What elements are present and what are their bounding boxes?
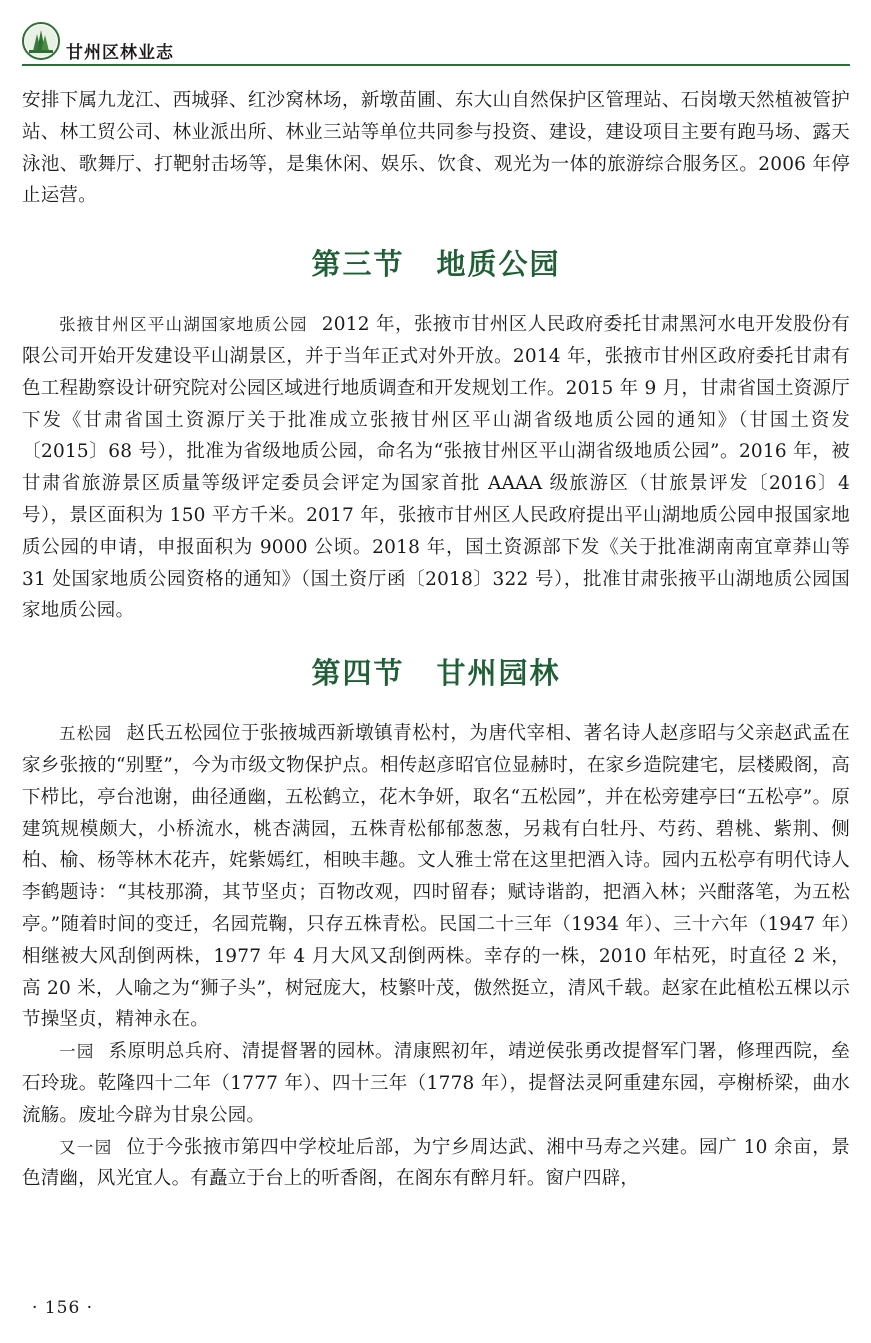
entry-term: 又一园 (59, 1137, 113, 1157)
section-number: 第三节 (311, 247, 405, 282)
youyi-garden-paragraph (22, 1132, 850, 1196)
page-number: · 156 · (32, 1298, 94, 1318)
entry-text: 位于今张掖市第四中学校址后部，为宁乡周达武、湘中马寿之兴建。园广 10 余亩，景色清幽，风光宜人。有矗立于台上的听香阁，在阁东有醉月轩。窗户四辟， (22, 1136, 850, 1190)
intro-paragraph: 安排下属九龙江、西城驿、红沙窝林场，新墩苗圃、东大山自然保护区管理站、石岗墩天然植被管护站、林工贸公司、林业派出所、林业三站等单位共同参与投资、建设，建设项目主要有跑马场、露天泳池、歌舞厅、打靶射击场等，是集休闲、娱乐、饮食、观光为一体的旅游综合服务区。2006 年停止运营。 (22, 90, 850, 207)
pine-trees-icon (22, 22, 60, 60)
book-title: 甘州区林业志 (66, 43, 174, 63)
section-number: 第四节 (311, 656, 405, 691)
section-heading-gardens (22, 651, 850, 692)
yi-garden-paragraph (22, 1036, 850, 1131)
page-body (22, 85, 850, 1195)
entry-text: 系原明总兵府、清提督署的园林。清康熙初年，靖逆侯张勇改提督军门署，修理西院，垒石玲珑。乾隆四十二年（1777 年）、四十三年（1778 年），提督法灵阿重建东园，亭榭桥梁，曲水流觞。废址今辟为甘泉公园。 (22, 1041, 850, 1126)
entry-term: 张掖甘州区平山湖国家地质公园 (59, 315, 308, 335)
entry-text: 赵氏五松园位于张掖城西新墩镇青松村，为唐代宰相、著名诗人赵彦昭与父亲赵武孟在家乡张掖的“别墅”，今为市级文物保护点。相传赵彦昭官位显赫时，在家乡造院建宅，层楼殿阁，高下栉比，亭台池谢，曲径通幽，五松鹤立，花木争妍，取名“五松园”，并在松旁建亭曰“五松亭”。原建筑规模颇大，小桥流水，桃杏满园，五株青松郁郁葱葱，另栽有白牡丹、芍药、碧桃、紫荆、侧柏、榆、杨等林木花卉，姹紫嫣红，相映丰趣。文人雅士常在这里把酒入诗。园内五松亭有明代诗人李鹤题诗：“其枝那漪，其节坚贞；百物改观，四时留春；赋诗谐韵，把酒入林；兴酣落笔，为五松亭。”随着时间的变迁，名园荒鞠，只存五株青松。民国二十三年（1934 年）、三十六年（1947 年）相继被大风刮倒两株，1977 年 4 月大风又刮倒两株。幸存的一株，2010 年枯死，时直径 2 米，高 20 米，人喻之为“狮子头”，树冠庞大，枝繁叶茂，傲然挺立，清风千载。赵家在此植松五棵以示节操坚贞，精神永在。 (22, 723, 850, 1031)
section-title: 甘州园林 (436, 656, 561, 691)
geopark-paragraph (22, 309, 850, 627)
header-divider (22, 64, 850, 66)
entry-text: 2012 年，张掖市甘州区人民政府委托甘肃黑河水电开发股份有限公司开始开发建设平山湖景区，并于当年正式对外开放。2014 年，张掖市甘州区政府委托甘肃有色工程勘察设计研究院对公园区域进行地质调查和开发规划工作。2015 年 9 月，甘肃省国土资源厅下发《甘肃省国土资源厅关于批准成立张掖甘州区平山湖省级地质公园的通知》（甘国土资发〔2015〕68 号），批准为省级地质公园，命名为“张掖甘州区平山湖省级地质公园”。2016 年，被甘肃省旅游景区质量等级评定委员会评定为国家首批 AAAA 级旅游区（甘旅景评发〔2016〕4 号），景区面积为 150 平方千米。2017 年，张掖市甘州区人民政府提出平山湖地质公园申报国家地质公园的申请，申报面积为 9000 公顷。2018 年，国土资源部下发《关于批准湖南南宜章莽山等 31 处国家地质公园资格的通知》（国土资厅函〔2018〕322 号），批准甘肃张掖平山湖地质公园国家地质公园。 (22, 314, 850, 622)
entry-term: 一园 (59, 1042, 95, 1062)
section-title: 地质公园 (436, 247, 561, 282)
wusong-garden-paragraph (22, 718, 850, 1036)
section-heading-geopark (22, 242, 850, 283)
entry-term: 五松园 (59, 724, 113, 744)
page-header (22, 22, 850, 66)
